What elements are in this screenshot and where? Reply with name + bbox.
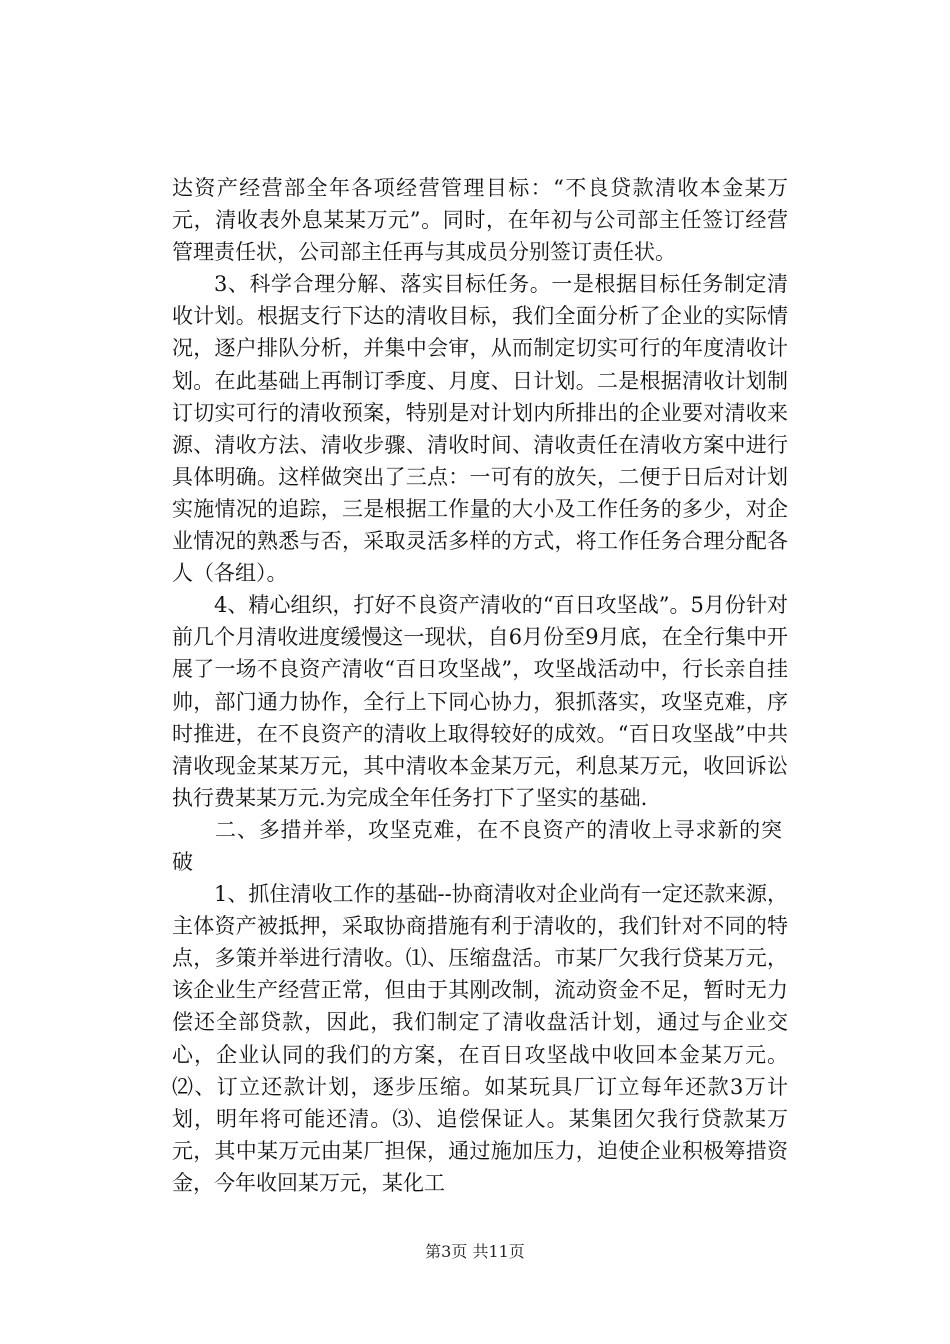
document-body — [172, 172, 788, 1199]
paragraph-item-3: 3、科学合理分解、落实目标任务。一是根据目标任务制定清收计划。根据支行下达的清收目标，我们全面分析了企业的实际情况，逐户排队分析，并集中会审，从而制定切实可行的年度清收计划。在此基础上再制订季度、月度、日计划。二是根据清收计划制订切实可行的清收预案，特别是对计划内所排出的企业要对清收来源、清收方法、清收步骤、清收时间、清收责任在清收方案中进行具体明确。这样做突出了三点：一可有的放矢，二便于日后对计划实施情况的追踪，三是根据工作量的大小及工作任务的多少，对企业情况的熟悉与否，采取灵活多样的方式，将工作任务合理分配各人（各组）。 — [172, 272, 788, 586]
page-number-footer: 第3页 共11页 — [425, 1242, 525, 1261]
paragraph-continuation: 达资产经营部全年各项经营管理目标：“不良贷款清收本金某万元，清收表外息某某万元”。同时，在年初与公司部主任签订经营管理责任状，公司部主任再与其成员分别签订责任状。 — [172, 176, 788, 265]
paragraph-item-4: 4、精心组织，打好不良资产清收的“百日攻坚战”。5月份针对前几个月清收进度缓慢这一现状，自6月份至9月底，在全行集中开展了一场不良资产清收“百日攻坚战”，攻坚战活动中，行长亲自挂帅，部门通力协作，全行上下同心协力，狠抓落实，攻坚克难，序时推进，在不良资产的清收上取得较好的成效。“百日攻坚战”中共清收现金某某万元，其中清收本金某万元，利息某万元，收回诉讼执行费某某万元.为完成全年任务打下了坚实的基础. — [172, 593, 788, 810]
paragraph-subitem-1: 1、抓住清收工作的基础--协商清收对企业尚有一定还款来源，主体资产被抵押，采取协商措施有利于清收的，我们针对不同的特点，多策并举进行清收。⑴、压缩盘活。市某厂欠我行贷某万元，该企业生产经营正常，但由于其刚改制，流动资金不足，暂时无力偿还全部贷款，因此，我们制定了清收盘活计划，通过与企业交心，企业认同的我们的方案，在百日攻坚战中收回本金某万元。⑵、订立还款计划，逐步压缩。如某玩具厂订立每年还款3万计划，明年将可能还清。⑶、追偿保证人。某集团欠我行贷款某万元，其中某万元由某厂担保，通过施加压力，迫使企业积极筹措资金，今年收回某万元，某化工 — [172, 882, 788, 1195]
section-heading-2: 二、多措并举，攻坚克难，在不良资产的清收上寻求新的突破 — [172, 817, 782, 874]
